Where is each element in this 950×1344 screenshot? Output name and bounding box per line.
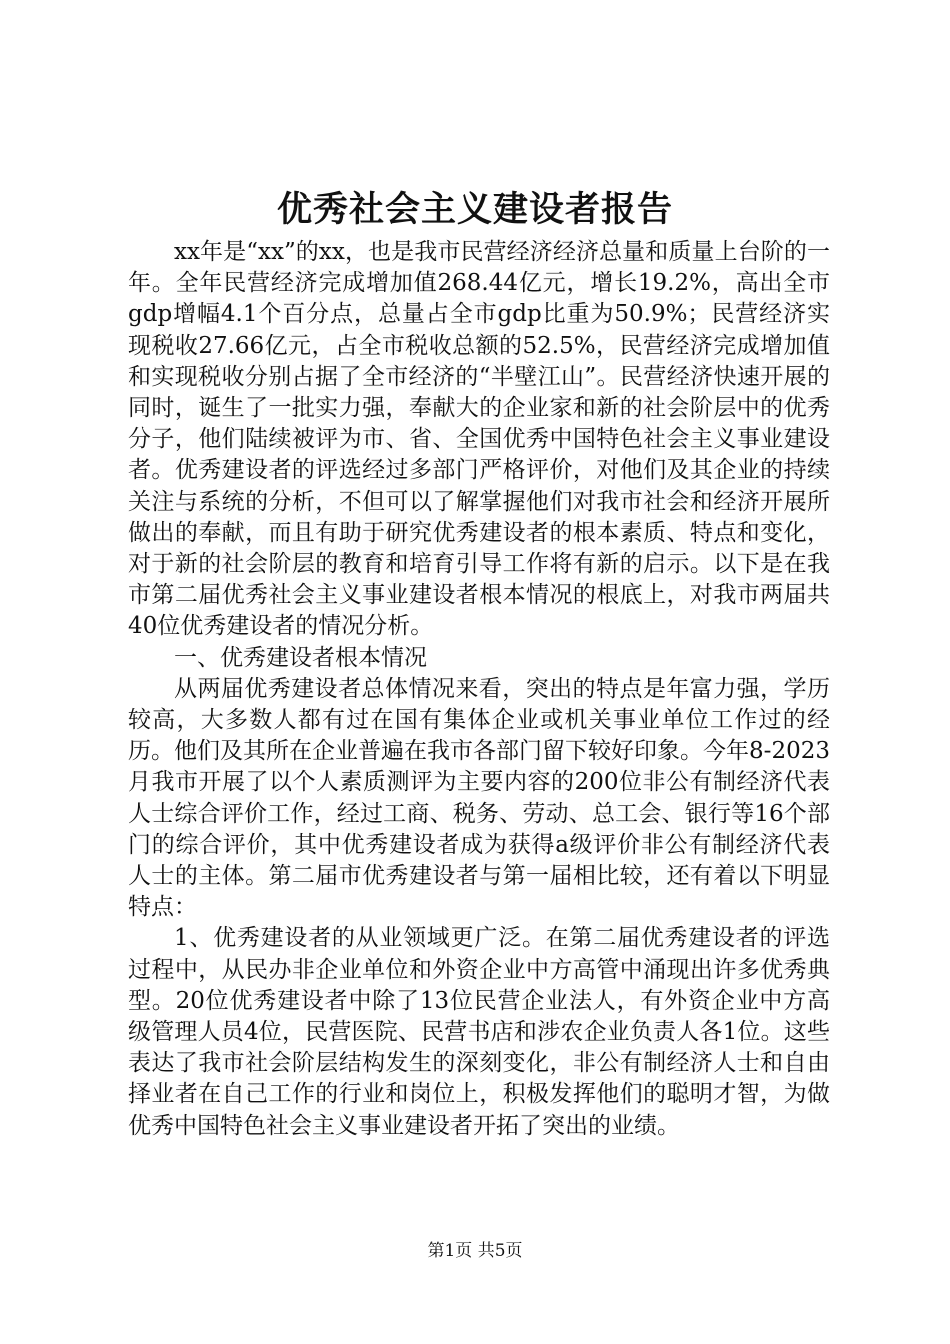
paragraph-point-1: 1、优秀建设者的从业领域更广泛。在第二届优秀建设者的评选过程中，从民办非企业单位和外资企业中方高管中涌现出许多优秀典型。20位优秀建设者中除了13位民营企业法人，有外资企业中方高级管理人员4位，民营医院、民营书店和涉农企业负责人各1位。这些表达了我市社会阶层结构发生的深刻变化，非公有制经济人士和自由择业者在自己工作的行业和岗位上，积极发挥他们的聪明才智，为做优秀中国特色社会主义事业建设者开拓了突出的业绩。 [128, 925, 830, 1139]
page-number-footer: 第1页 共5页 [427, 1241, 523, 1261]
paragraph-overview: 从两届优秀建设者总体情况来看，突出的特点是年富力强，学历较高，大多数人都有过在国有集体企业或机关事业单位工作过的经历。他们及其所在企业普遍在我市各部门留下较好印象。今年8-2023月我市开展了以个人素质测评为主要内容的200位非公有制经济代表人士综合评价工作，经过工商、税务、劳动、总工会、银行等16个部门的综合评价，其中优秀建设者成为获得a级评价非公有制经济代表人士的主体。第二届市优秀建设者与第一届相比较，还有着以下明显特点： [128, 675, 830, 921]
section-heading: 一、优秀建设者根本情况 [174, 644, 427, 671]
document-title: 优秀社会主义建设者报告 [276, 189, 673, 230]
paragraph-intro: xx年是“xx”的xx，也是我市民营经济经济总量和质量上台阶的一年。全年民营经济完成增加值268.44亿元，增长19.2%，高出全市gdp增幅4.1个百分点，总量占全市gdp比重为50.9%；民营经济实现税收27.66亿元，占全市税收总额的52.5%，民营经济完成增加值和实现税收分别占据了全市经济的“半壁江山”。民营经济快速开展的同时，诞生了一批实力强，奉献大的企业家和新的社会阶层中的优秀分子，他们陆续被评为市、省、全国优秀中国特色社会主义事业建设者。优秀建设者的评选经过多部门严格评价，对他们及其企业的持续关注与系统的分析，不但可以了解掌握他们对我市社会和经济开展所做出的奉献，而且有助于研究优秀建设者的根本素质、特点和变化，对于新的社会阶层的教育和培育引导工作将有新的启示。以下是在我市第二届优秀社会主义事业建设者根本情况的根底上，对我市两届共40位优秀建设者的情况分析。 [128, 239, 830, 640]
document-body [128, 237, 830, 1142]
